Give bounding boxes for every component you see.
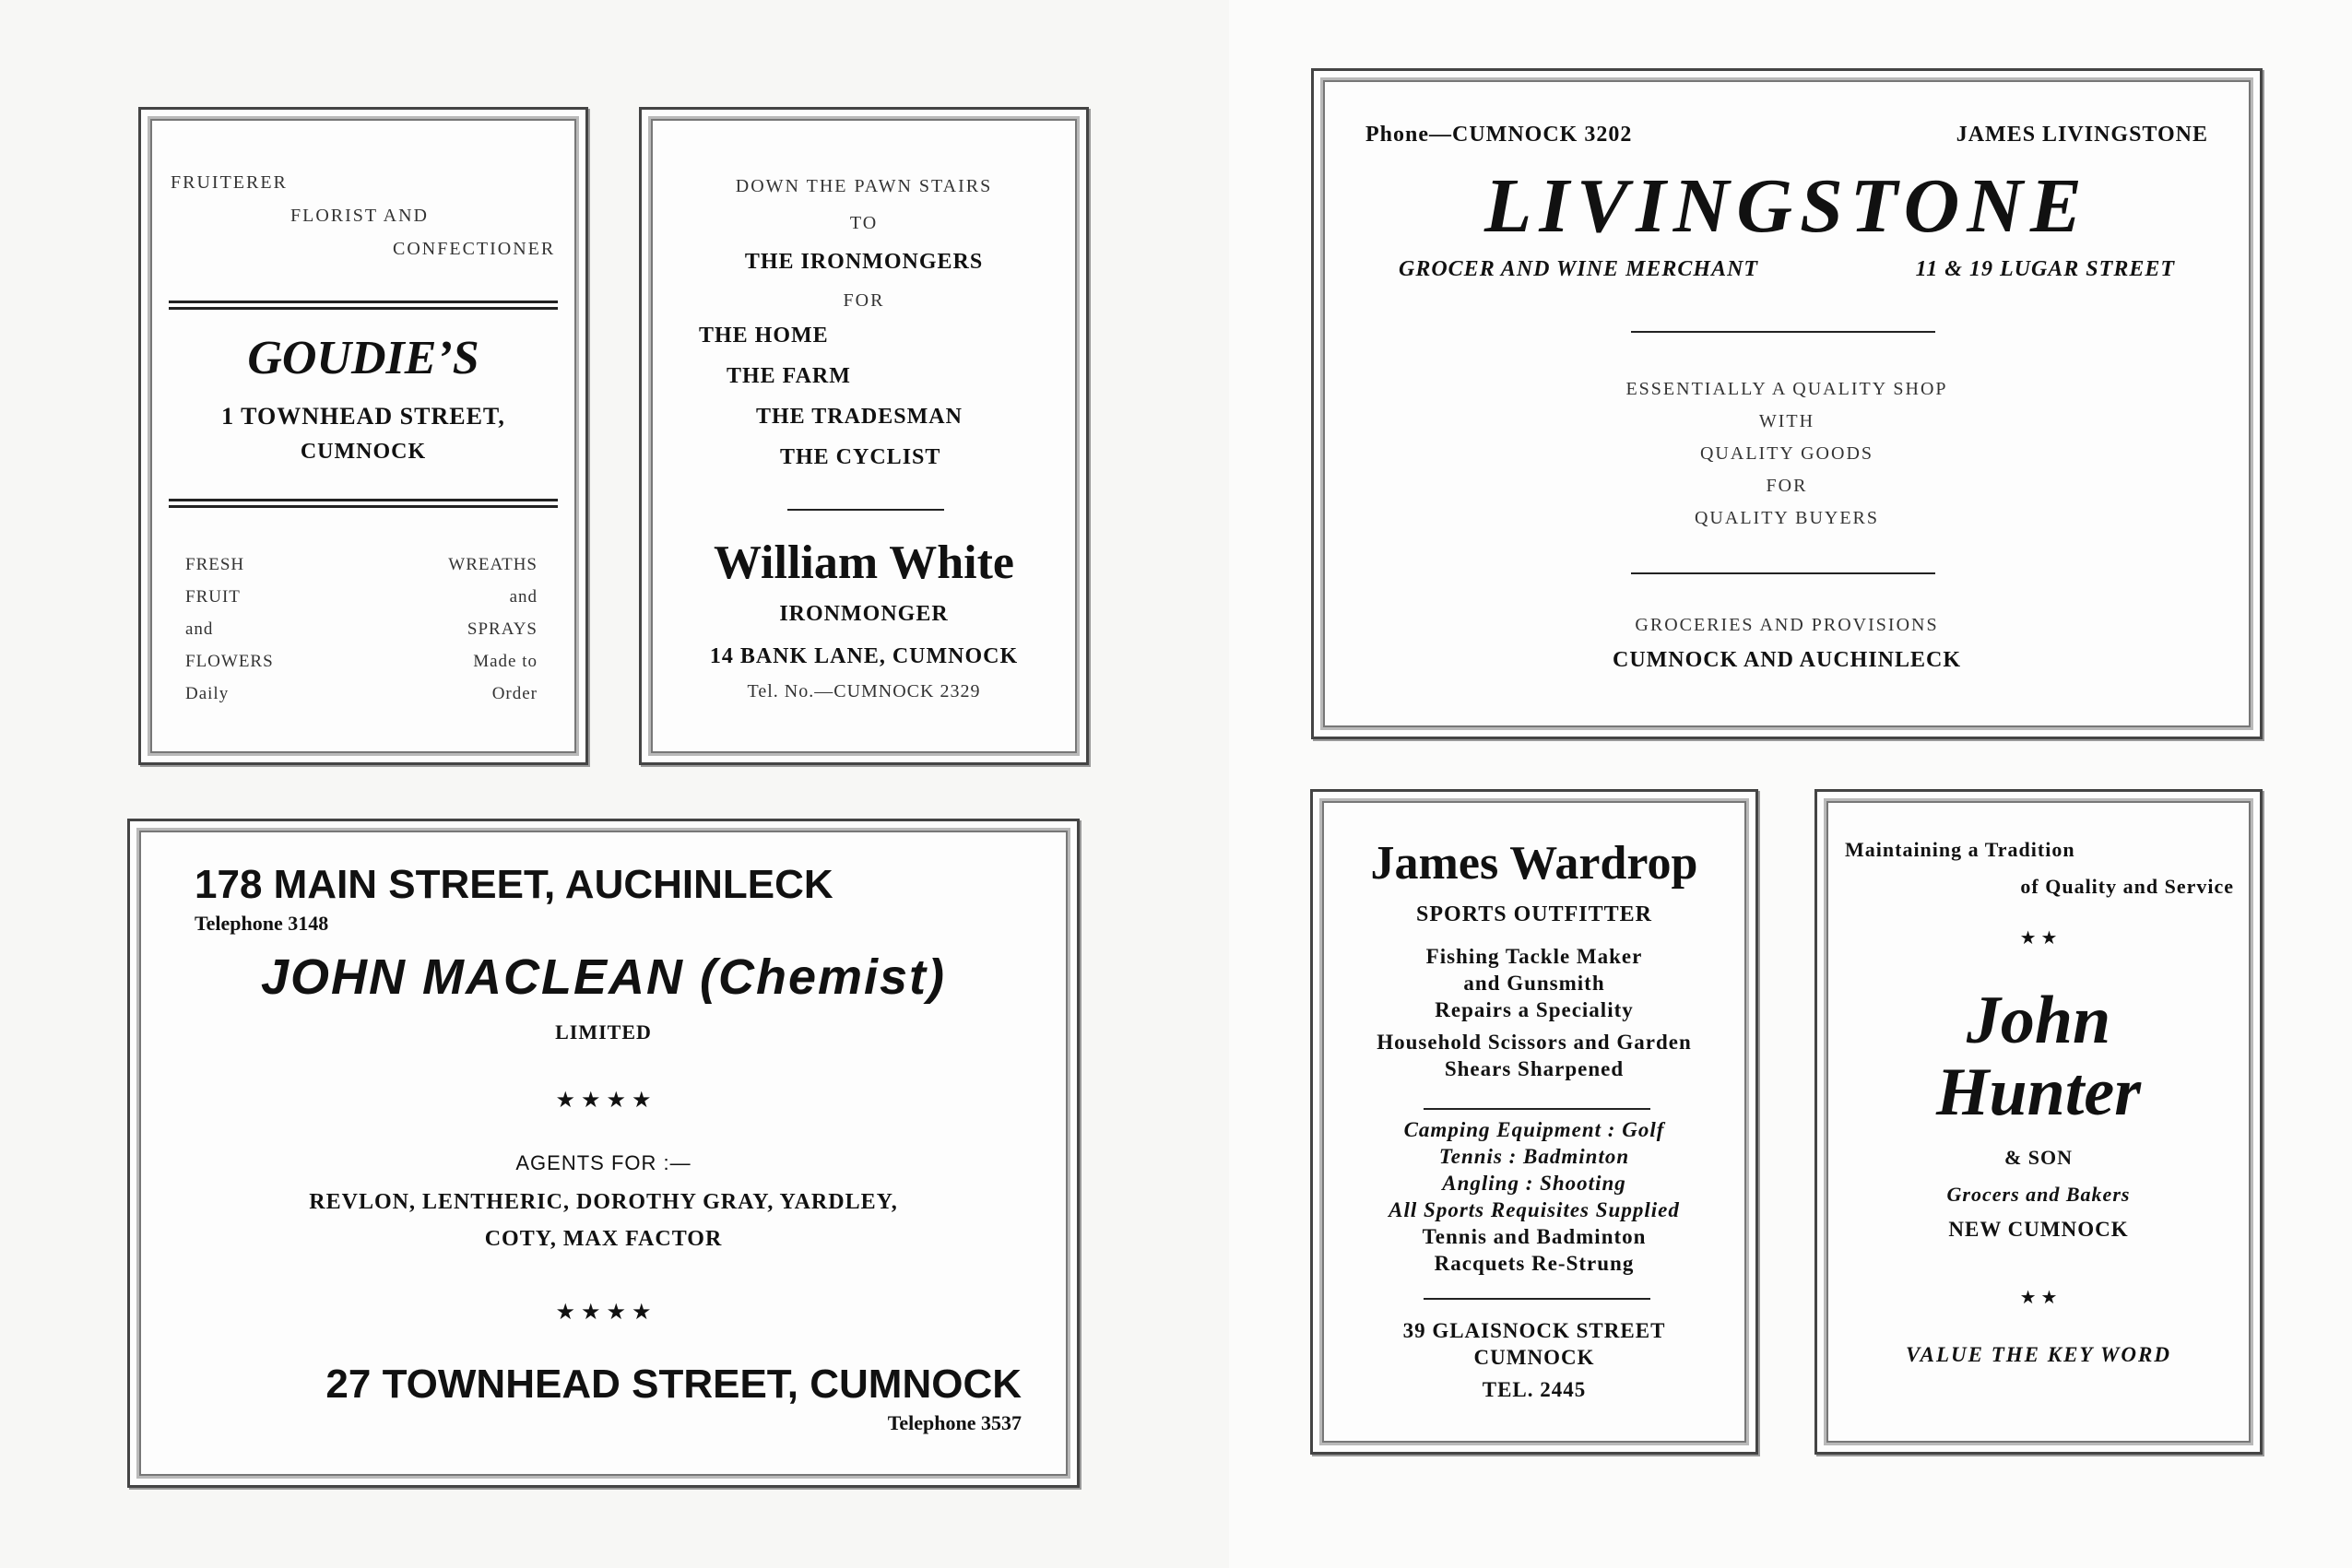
wardrop-sport-2: Tennis : Badminton	[1438, 1145, 1630, 1168]
white-ironmongers: THE IRONMONGERS	[744, 250, 984, 274]
maclean-brands-2: COTY, MAX FACTOR	[484, 1227, 723, 1251]
white-trade: IRONMONGER	[779, 602, 949, 626]
wardrop-service-5: Shears Sharpened	[1444, 1057, 1625, 1080]
hunter-tradition-1: Maintaining a Tradition	[1845, 838, 2075, 861]
white-to: TO	[849, 213, 879, 233]
livingstone-phone: Phone—CUMNOCK 3202	[1365, 123, 1633, 147]
white-name: William White	[714, 536, 1014, 589]
hunter-place: NEW CUMNOCK	[1948, 1218, 2129, 1241]
livingstone-slogan	[1314, 373, 2260, 535]
livingstone-slogan-3: QUALITY GOODS	[1699, 443, 1874, 464]
maclean-brands-1: REVLON, LENTHERIC, DOROTHY GRAY, YARDLEY,	[309, 1190, 898, 1214]
wardrop-restring-1: Tennis and Badminton	[1422, 1225, 1647, 1248]
goudie-address-1: 1 TOWNHEAD STREET,	[221, 403, 505, 430]
hunter-trade: Grocers and Bakers	[1946, 1183, 2131, 1206]
hunter-motto: VALUE THE KEY WORD	[1906, 1343, 2171, 1366]
goudie-right-5: Order	[491, 684, 538, 703]
hunter-stars-bottom: ★ ★	[2019, 1288, 2058, 1308]
white-telephone: Tel. No.—CUMNOCK 2329	[747, 681, 981, 701]
wardrop-services	[1313, 943, 1755, 1082]
white-for: FOR	[843, 290, 885, 311]
wardrop-sports	[1313, 1116, 1755, 1223]
hunter-tradition-2: of Quality and Service	[2020, 875, 2234, 898]
livingstone-trade: GROCER AND WINE MERCHANT	[1399, 257, 1759, 281]
goudie-right-1: WREATHS	[448, 555, 538, 574]
white-address: 14 BANK LANE, CUMNOCK	[709, 644, 1019, 668]
goudie-fruiterer: FRUITERER	[171, 172, 288, 193]
wardrop-advert	[1310, 789, 1758, 1455]
wardrop-rule-top	[1424, 1108, 1650, 1110]
wardrop-address-1: 39 GLAISNOCK STREET	[1402, 1319, 1666, 1342]
maclean-limited: LIMITED	[555, 1020, 652, 1043]
white-item-tradesman: THE TRADESMAN	[756, 405, 963, 429]
maclean-stars-bottom: ★ ★ ★ ★	[555, 1301, 652, 1325]
maclean-agents: AGENTS FOR :—	[515, 1151, 691, 1174]
wardrop-telephone: TEL. 2445	[1482, 1378, 1587, 1401]
goudie-right-2: and	[509, 587, 538, 607]
goudie-left-2: FRUIT	[185, 587, 241, 607]
wardrop-service-2: and Gunsmith	[1463, 972, 1605, 995]
hunter-son: & SON	[2003, 1146, 2074, 1169]
livingstone-address: 11 & 19 LUGAR STREET	[1915, 257, 2175, 281]
livingstone-slogan-4: FOR	[1766, 476, 1808, 496]
maclean-stars-top: ★ ★ ★ ★	[555, 1089, 652, 1113]
white-rule	[787, 509, 944, 511]
goudie-right-4: Made to	[473, 652, 538, 671]
goudie-top-double-rule	[169, 301, 558, 310]
wardrop-address	[1313, 1317, 1755, 1403]
white-item-farm: THE FARM	[727, 364, 851, 388]
wardrop-trade: SPORTS OUTFITTER	[1416, 902, 1652, 926]
wardrop-service-4: Household Scissors and Garden	[1377, 1031, 1692, 1054]
wardrop-name: James Wardrop	[1370, 837, 1698, 890]
wardrop-service-3: Repairs a Speciality	[1435, 998, 1634, 1021]
maclean-address-1: 178 MAIN STREET, AUCHINLECK	[195, 862, 833, 907]
maclean-telephone-2: Telephone 3537	[887, 1411, 1022, 1434]
white-pawn-stairs: DOWN THE PAWN STAIRS	[735, 176, 993, 196]
goudie-address-2: CUMNOCK	[300, 440, 427, 464]
livingstone-advert	[1311, 68, 2263, 739]
wardrop-rule-bottom	[1424, 1298, 1650, 1300]
goudie-florist: FLORIST AND	[290, 206, 429, 226]
livingstone-rule-top	[1631, 331, 1935, 333]
hunter-name-2: Hunter	[1935, 1055, 2142, 1130]
wardrop-address-2: CUMNOCK	[1473, 1346, 1595, 1369]
maclean-name: JOHN MACLEAN (Chemist)	[260, 949, 947, 1005]
goudie-confectioner: CONFECTIONER	[393, 239, 556, 259]
goudie-name: GOUDIE’S	[247, 332, 479, 384]
hunter-advert	[1814, 789, 2263, 1455]
wardrop-sport-1: Camping Equipment : Golf	[1403, 1118, 1665, 1141]
livingstone-owner: JAMES LIVINGSTONE	[1956, 123, 2208, 147]
livingstone-goods: GROCERIES AND PROVISIONS	[1635, 615, 1939, 635]
wardrop-sport-3: Angling : Shooting	[1442, 1172, 1626, 1195]
goudie-right-3: SPRAYS	[467, 619, 538, 639]
white-item-home: THE HOME	[699, 324, 829, 348]
goudie-advert	[138, 107, 588, 765]
goudie-left-4: FLOWERS	[185, 652, 274, 671]
livingstone-slogan-1: ESSENTIALLY A QUALITY SHOP	[1625, 379, 1948, 399]
livingstone-slogan-5: QUALITY BUYERS	[1694, 508, 1880, 528]
wardrop-restring	[1313, 1223, 1755, 1277]
maclean-telephone-1: Telephone 3148	[195, 912, 329, 935]
maclean-address-2: 27 TOWNHEAD STREET, CUMNOCK	[325, 1362, 1022, 1407]
livingstone-places: CUMNOCK AND AUCHINLECK	[1612, 648, 1961, 672]
hunter-stars-top: ★ ★	[2019, 928, 2058, 949]
maclean-advert	[127, 819, 1080, 1488]
goudie-right-column	[448, 548, 538, 710]
white-item-cyclist: THE CYCLIST	[780, 445, 941, 469]
goudie-left-3: and	[185, 619, 214, 639]
livingstone-slogan-2: WITH	[1758, 411, 1815, 431]
goudie-bottom-double-rule	[169, 499, 558, 508]
goudie-left-column	[185, 548, 274, 710]
livingstone-rule-bottom	[1631, 572, 1935, 574]
wardrop-restring-2: Racquets Re-Strung	[1434, 1252, 1635, 1275]
wardrop-service-1: Fishing Tackle Maker	[1425, 945, 1643, 968]
hunter-name-1: John	[1966, 983, 2111, 1058]
white-advert	[639, 107, 1089, 765]
goudie-left-5: Daily	[185, 684, 230, 703]
livingstone-name: LIVINGSTONE	[1484, 163, 2089, 249]
wardrop-sport-4: All Sports Requisites Supplied	[1389, 1198, 1680, 1221]
goudie-left-1: FRESH	[185, 555, 245, 574]
